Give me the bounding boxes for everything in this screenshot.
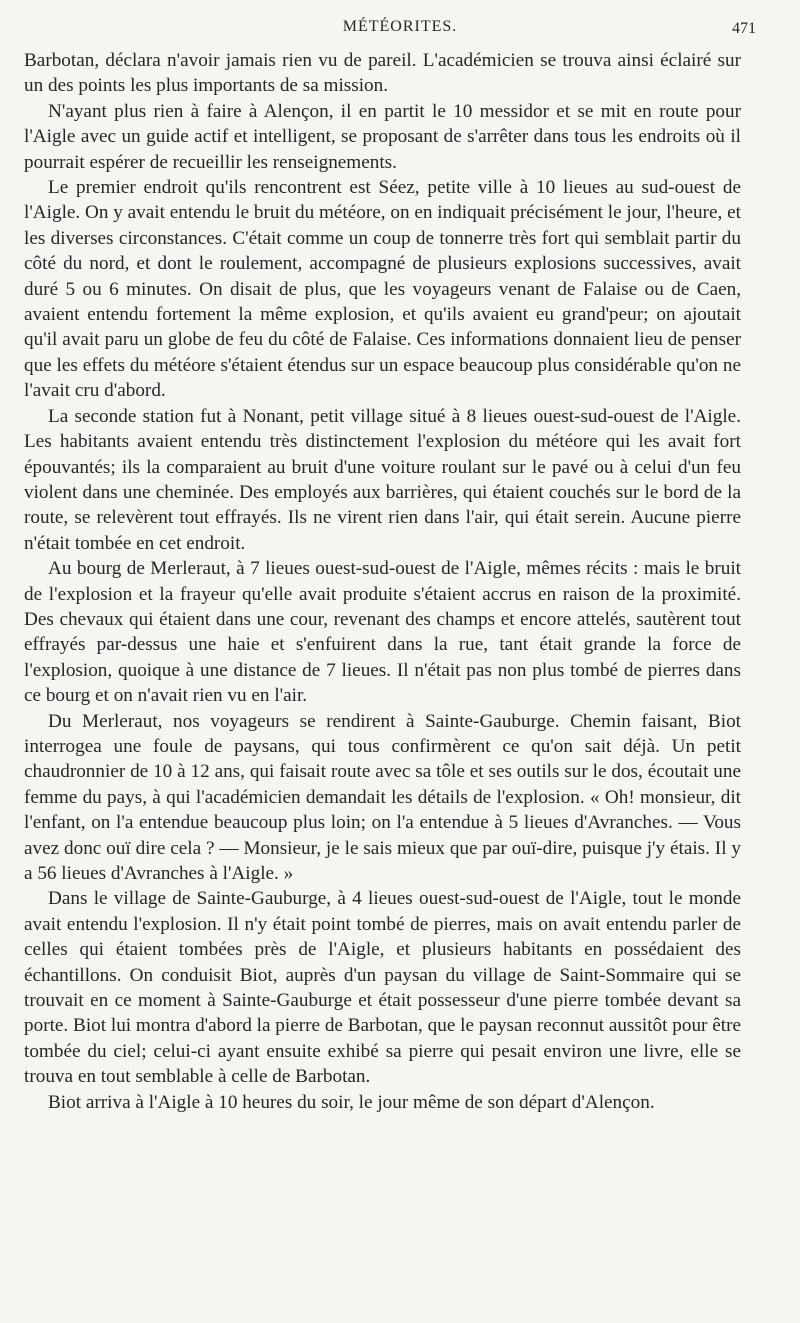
running-title: MÉTÉORITES.: [342, 18, 458, 35]
paragraph: La seconde station fut à Nonant, petit village situé à 8 lieues ouest-sud-ouest de l'Aigle. Les habitants avaient entendu très distinctement l'explosion du météore qui les avait fort épouvantés; ils la comparaient au bruit d'une voiture roulant sur le pavé ou à celui d'un feu violent dans une cheminée. Des employés aux barrières, qui étaient couchés sur le bord de la route, se relevèrent tout effrayés. Ils ne virent rien dans l'air, qui était serein. Aucune pierre n'était tombée en cet endroit.: [24, 405, 741, 554]
paragraph: N'ayant plus rien à faire à Alençon, il en partit le 10 messidor et se mit en route pour l'Aigle avec un guide actif et intelligent, se proposant de s'arrêter dans tous les endroits où il pourrait espérer de recueillir les renseignements.: [24, 100, 741, 173]
running-head: [0, 18, 800, 42]
page-number: 471: [732, 20, 756, 37]
paragraph: Du Merleraut, nos voyageurs se rendirent à Sainte-Gauburge. Chemin faisant, Biot interrogea une foule de paysans, qui tous confirmèrent ce qu'on sait déjà. Un petit chaudronnier de 10 à 12 ans, qui faisait route avec sa tôle et ses outils sur le dos, écoutait une femme du pays, à qui l'académicien demandait les détails de l'explosion. « Oh! monsieur, dit l'enfant, on l'a entendue beaucoup plus loin; on l'a entendue à 5 lieues d'Avranches. — Vous avez donc ouï dire cela ? — Monsieur, je le sais mieux que par ouï-dire, puisque j'y étais. Il y a 56 lieues d'Avranches à l'Aigle. »: [24, 710, 741, 884]
paragraph: Dans le village de Sainte-Gauburge, à 4 lieues ouest-sud-ouest de l'Aigle, tout le monde avait entendu l'explosion. Il n'y était point tombé de pierres, mais on avait entendu parler de celles qui étaient tombées près de l'Aigle, et plusieurs habitants en possédaient des échantillons. On conduisit Biot, auprès d'un paysan du village de Saint-Sommaire qui se trouvait en ce moment à Sainte-Gauburge et était possesseur d'une pierre tombée devant sa porte. Biot lui montra d'abord la pierre de Barbotan, que le paysan reconnut aussitôt pour être tombée du ciel; celui-ci ayant ensuite exhibé sa pierre qui pesait environ une livre, elle se trouva en tout semblable à celle de Barbotan.: [24, 888, 741, 1088]
paragraph: Au bourg de Merleraut, à 7 lieues ouest-sud-ouest de l'Aigle, mêmes récits : mais le bruit de l'explosion et la frayeur qu'elle avait produite s'étaient accrus en raison de la proximité. Des chevaux qui étaient dans une cour, revenant des champs et encore attelés, sautèrent tout effrayés par-dessus une haie et s'enfuirent dans la rue, tant était grande la force de l'explosion, quoique à une distance de 7 lieues. Il n'était pas non plus tombé de pierres dans ce bourg et on n'avait rien vu en l'air.: [24, 558, 741, 707]
body-text: [24, 48, 741, 1115]
paragraph: Biot arriva à l'Aigle à 10 heures du soir, le jour même de son départ d'Alençon.: [48, 1091, 655, 1113]
paragraph: Le premier endroit qu'ils rencontrent est Séez, petite ville à 10 lieues au sud-ouest de l'Aigle. On y avait entendu le bruit du météore, on en indiquait précisément le jour, l'heure, et les diverses circonstances. C'était comme un coup de tonnerre très fort qui semblait partir du côté du nord, et dont le roulement, accompagné de plusieurs explosions successives, avait duré 5 ou 6 minutes. On disait de plus, que les voyageurs venant de Falaise ou de Caen, avaient entendu fortement la même explosion, et qu'ils avaient eu grand'peur; on ajoutait qu'il avait paru un globe de feu du côté de Falaise. Ces informations donnaient lieu de penser que les effets du météore s'étaient étendus sur un espace beaucoup plus considérable qu'on ne l'avait cru d'abord.: [24, 177, 741, 402]
paragraph: Barbotan, déclara n'avoir jamais rien vu de pareil. L'académicien se trouva ainsi éclairé sur un des points les plus importants de sa mission.: [24, 50, 741, 97]
